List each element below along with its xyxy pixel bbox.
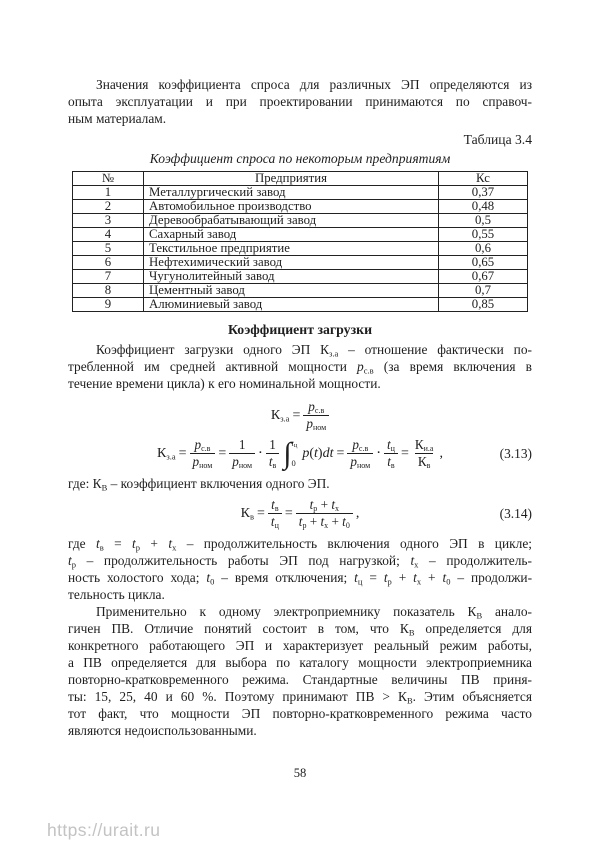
cell-number: 4 — [73, 228, 144, 242]
integral-sign: ∫ $t_ц$ 0 — [283, 436, 298, 470]
intro-paragraph — [68, 76, 532, 127]
final-paragraph — [68, 603, 532, 739]
fraction: $\frac{1}{p_{ном}}$ — [229, 437, 255, 470]
cell-number: 9 — [73, 298, 144, 312]
math-symbol: $К_в$ — [240, 505, 254, 521]
text-line: Применительно к одному электроприемнику показатель $К_В$ анало- — [96, 604, 532, 621]
text-line: ность холостого хода; $t_0$ – время отключения; $t_ц = t_р + t_х + t_0$ – продолжи- — [68, 570, 533, 587]
text-segment: опыта эксплуатации и при проектировании принимаются по справоч- — [68, 94, 532, 109]
cell-kc: 0,55 — [439, 228, 528, 242]
formula-kza — [68, 399, 532, 432]
integral-lower-limit: 0 — [291, 457, 296, 468]
text-segment: (за время включения в — [373, 359, 532, 374]
cell-kc: 0,85 — [439, 298, 528, 312]
equals-sign: = — [292, 407, 301, 423]
text-line: гичен ПВ. Отличие понятий состоит в том, что $К_В$ определяется для — [68, 621, 532, 638]
multiplication-dot: ⋅ — [258, 446, 263, 461]
table-row — [73, 256, 528, 270]
multiplication-dot: ⋅ — [376, 446, 381, 461]
text-line — [68, 93, 532, 110]
equals-sign: = — [178, 445, 187, 461]
integrand: p(t)dt — [302, 445, 334, 461]
table-row — [73, 242, 528, 256]
text-line — [68, 110, 532, 127]
equation-3-13 — [68, 437, 532, 470]
section-heading: Коэффициент загрузки — [227, 322, 373, 337]
comma: , — [355, 505, 360, 521]
text-line: тельность цикла. — [68, 587, 165, 602]
text-segment: – отношение фактически по- — [338, 342, 532, 357]
cell-enterprise: Сахарный завод — [144, 228, 439, 242]
cell-kc: 0,5 — [439, 214, 528, 228]
cell-number: 1 — [73, 186, 144, 200]
cell-number: 6 — [73, 256, 144, 270]
text-line — [68, 358, 532, 375]
fraction: $\frac{p_{с.в}}{p_{ном}}$ — [190, 437, 216, 470]
load-coefficient-paragraph — [68, 341, 532, 392]
table-row — [73, 284, 528, 298]
equation-number: (3.14) — [499, 505, 532, 521]
where-line — [68, 475, 532, 492]
watermark-url: https://urait.ru — [47, 820, 161, 840]
cell-kc: 0,7 — [439, 284, 528, 298]
equals-sign: = — [257, 505, 265, 521]
table-row — [73, 270, 528, 284]
equals-sign: = — [400, 445, 409, 461]
text-segment: Коэффициент загрузки одного ЭП К — [96, 342, 330, 357]
fraction: $\frac{t_в}{t_ц}$ — [268, 497, 282, 530]
cell-kc: 0,48 — [439, 200, 528, 214]
text-segment: требленной им средней активной мощности — [68, 359, 358, 374]
table-header-row — [73, 172, 528, 186]
fraction: $\frac{К_{и.а}}{К_в}$ — [414, 437, 434, 470]
fraction: $\frac{p_{с.в}}{p_{ном}}$ — [303, 399, 329, 432]
col-header-kc: Кс — [439, 172, 528, 186]
text-line: а ПВ определяется для выбора по каталогу мощности электроприемника — [68, 655, 532, 670]
table-caption: Коэффициент спроса по некоторым предприятиям — [149, 151, 451, 166]
text-line: являются недоиспользованными. — [68, 723, 257, 738]
equals-sign: = — [218, 445, 227, 461]
cell-kc: 0,65 — [439, 256, 528, 270]
cell-enterprise: Алюминиевый завод — [144, 298, 439, 312]
equation-number: (3.13) — [499, 445, 532, 461]
cell-enterprise: Цементный завод — [144, 284, 439, 298]
subscript: В — [101, 482, 108, 493]
text-segment: Значения коэффициента спроса для различных ЭП определяются из — [96, 77, 532, 92]
page-content — [68, 76, 532, 739]
table-row — [73, 186, 528, 200]
text-segment: где: К — [68, 476, 102, 491]
cell-enterprise: Деревообрабатывающий завод — [144, 214, 439, 228]
equals-sign: = — [284, 505, 293, 521]
cell-enterprise: Текстильное предприятие — [144, 242, 439, 256]
col-header-enterprise: Предприятия — [144, 172, 439, 186]
cell-enterprise: Автомобильное производство — [144, 200, 439, 214]
fraction: $\frac{t_ц}{t_в}$ — [384, 437, 398, 470]
text-line — [68, 341, 532, 358]
text-segment: – коэффициент включения одного ЭП. — [107, 476, 330, 491]
fraction: $\frac{p_{с.в}}{p_{ном}}$ — [347, 437, 373, 470]
math-symbol: $К_{з.а}$ — [157, 445, 176, 461]
cell-number: 2 — [73, 200, 144, 214]
cell-number: 5 — [73, 242, 144, 256]
comma: , — [439, 445, 443, 461]
text-segment: ным материалам. — [68, 111, 167, 126]
text-line: ты: 15, 25, 40 и 60 %. Поэтому принимают ПВ > $К_В$. Этим объясняется — [68, 689, 532, 706]
integral-upper-limit: $t_ц$ — [291, 437, 298, 449]
subscript: з.а — [329, 348, 339, 359]
cell-number: 8 — [73, 284, 144, 298]
text-line: повторно-кратковременного режима. Стандартные величины ПВ приня- — [68, 672, 532, 687]
equals-sign: = — [336, 445, 345, 461]
cell-kc: 0,67 — [439, 270, 528, 284]
definitions-paragraph — [68, 535, 532, 603]
table-row — [73, 200, 528, 214]
table-row — [73, 214, 528, 228]
text-line — [68, 76, 532, 93]
cell-kc: 0,37 — [439, 186, 528, 200]
table-label: Таблица 3.4 — [463, 132, 532, 147]
fraction: $\frac{1}{t_в}$ — [266, 437, 279, 470]
math-symbol: $К_{з.а}$ — [270, 407, 290, 423]
col-header-number: № — [73, 172, 144, 186]
cell-kc: 0,6 — [439, 242, 528, 256]
text-line: конкретного работающего ЭП и характеризует реальный режим работы, — [68, 638, 532, 653]
cell-number: 3 — [73, 214, 144, 228]
text-line — [68, 375, 532, 392]
text-line: тот факт, что мощности ЭП повторно-кратковременного режима часто — [68, 706, 532, 721]
demand-coefficient-table — [72, 171, 528, 312]
equation-3-14 — [68, 497, 532, 530]
text-line: где $t_в = t_р + t_х$ – продолжительность включения одного ЭП в цикле; — [68, 536, 532, 553]
cell-enterprise: Чугунолитейный завод — [144, 270, 439, 284]
table-row — [73, 298, 528, 312]
cell-enterprise: Нефтехимический завод — [144, 256, 439, 270]
page-number: 58 — [293, 766, 307, 780]
fraction: $\frac{t_р + t_х}{t_р + t_х + t_0}$ — [296, 497, 353, 530]
cell-number: 7 — [73, 270, 144, 284]
math-variable: p — [357, 359, 364, 374]
text-segment: течение времени цикла) к его номинальной мощности. — [68, 376, 381, 391]
subscript: с.в — [363, 365, 374, 376]
cell-enterprise: Металлургический завод — [144, 186, 439, 200]
text-line: $t_р$ – продолжительность работы ЭП под нагрузкой; $t_х$ – продолжитель- — [68, 553, 533, 570]
table-row — [73, 228, 528, 242]
